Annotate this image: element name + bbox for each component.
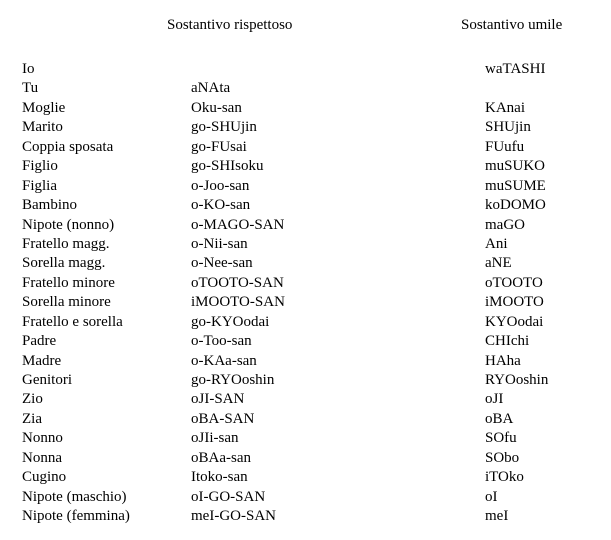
table-row bbox=[0, 468, 611, 487]
table-row bbox=[0, 177, 611, 196]
respectful-cell: oJI-SAN bbox=[191, 391, 245, 408]
table-row bbox=[0, 118, 611, 137]
humble-cell: waTASHI bbox=[485, 61, 546, 77]
term-cell: Io bbox=[22, 61, 35, 77]
term-cell: Nipote (maschio) bbox=[22, 488, 127, 505]
table-row bbox=[0, 371, 611, 390]
humble-cell: oJI bbox=[485, 391, 504, 408]
header-humble-noun: Sostantivo umile bbox=[461, 17, 563, 33]
term-cell: Zio bbox=[22, 391, 43, 408]
humble-cell: KAnai bbox=[485, 99, 525, 116]
respectful-cell: o-Too-san bbox=[191, 333, 252, 350]
table-row bbox=[0, 254, 611, 273]
term-cell: Coppia sposata bbox=[22, 138, 114, 155]
respectful-cell: oTOOTO-SAN bbox=[191, 274, 284, 291]
respectful-cell: o-Nee-san bbox=[191, 255, 253, 272]
table-row bbox=[0, 429, 611, 448]
term-cell: Bambino bbox=[22, 197, 77, 214]
respectful-cell: oBA-SAN bbox=[191, 410, 255, 427]
respectful-cell: oBAa-san bbox=[191, 449, 251, 466]
term-cell: Figlio bbox=[22, 158, 58, 175]
term-cell: Figlia bbox=[22, 177, 58, 194]
respectful-cell: o-KAa-san bbox=[191, 352, 257, 369]
table-row bbox=[0, 332, 611, 351]
respectful-cell: meI-GO-SAN bbox=[191, 508, 276, 525]
term-cell: Marito bbox=[22, 119, 63, 136]
humble-cell: iTOko bbox=[485, 469, 524, 486]
term-cell: Fratello e sorella bbox=[22, 313, 123, 330]
humble-cell: KYOodai bbox=[485, 313, 544, 330]
term-cell: Nipote (femmina) bbox=[22, 508, 130, 525]
respectful-cell: go-KYOodai bbox=[191, 313, 270, 330]
humble-cell: koDOMO bbox=[485, 197, 546, 214]
term-cell: Nipote (nonno) bbox=[22, 216, 115, 233]
term-cell: Madre bbox=[22, 352, 62, 369]
respectful-cell: oJIi-san bbox=[191, 430, 239, 447]
humble-cell: muSUKO bbox=[485, 158, 546, 175]
term-cell: Tu bbox=[22, 80, 39, 97]
term-cell: Genitori bbox=[22, 372, 72, 388]
respectful-cell: o-MAGO-SAN bbox=[191, 216, 285, 233]
respectful-cell: aNAta bbox=[191, 80, 231, 97]
humble-cell: maGO bbox=[485, 216, 525, 233]
humble-cell: CHIchi bbox=[485, 333, 530, 350]
respectful-cell: oI-GO-SAN bbox=[191, 488, 266, 505]
respectful-cell: Oku-san bbox=[191, 99, 242, 116]
humble-cell: meI bbox=[485, 508, 509, 525]
term-cell: Sorella minore bbox=[22, 294, 111, 311]
table-row bbox=[0, 157, 611, 176]
table-row bbox=[0, 410, 611, 429]
respectful-cell: go-FUsai bbox=[191, 138, 247, 155]
humble-cell: FUufu bbox=[485, 138, 525, 155]
humble-cell: oI bbox=[485, 488, 498, 505]
humble-cell: SOfu bbox=[485, 430, 517, 447]
term-cell: Nonno bbox=[22, 430, 63, 447]
term-cell: Nonna bbox=[22, 449, 62, 466]
table-row bbox=[0, 79, 611, 98]
term-cell: Cugino bbox=[22, 469, 67, 486]
table-row bbox=[0, 449, 611, 468]
table-row bbox=[0, 196, 611, 215]
humble-cell: HAha bbox=[485, 352, 521, 369]
term-cell: Moglie bbox=[22, 99, 66, 116]
term-cell: Padre bbox=[22, 333, 57, 350]
table-row bbox=[0, 216, 611, 235]
term-cell: Sorella magg. bbox=[22, 255, 106, 272]
term-cell: Zia bbox=[22, 410, 42, 427]
vocabulary-table bbox=[0, 60, 611, 527]
term-cell: Fratello minore bbox=[22, 274, 115, 291]
humble-cell: oBA bbox=[485, 410, 514, 427]
table-row bbox=[0, 99, 611, 118]
humble-cell: aNE bbox=[485, 255, 512, 272]
respectful-cell: iMOOTO-SAN bbox=[191, 294, 285, 311]
respectful-cell: o-Nii-san bbox=[191, 235, 248, 252]
table-row bbox=[0, 274, 611, 293]
table-row bbox=[0, 507, 611, 526]
humble-cell: muSUME bbox=[485, 177, 546, 194]
table-row bbox=[0, 235, 611, 254]
respectful-cell: go-SHIsoku bbox=[191, 158, 264, 175]
respectful-cell: o-KO-san bbox=[191, 197, 251, 214]
table-row bbox=[0, 390, 611, 409]
respectful-cell: o-Joo-san bbox=[191, 177, 250, 194]
table-row bbox=[0, 488, 611, 507]
table-row bbox=[0, 60, 611, 79]
table-row bbox=[0, 352, 611, 371]
humble-cell: SObo bbox=[485, 449, 520, 466]
respectful-cell: go-SHUjin bbox=[191, 119, 257, 136]
humble-cell: RYOoshin bbox=[485, 372, 549, 388]
term-cell: Fratello magg. bbox=[22, 235, 110, 252]
respectful-cell: go-RYOoshin bbox=[191, 372, 275, 388]
respectful-cell: Itoko-san bbox=[191, 469, 248, 486]
table-row bbox=[0, 138, 611, 157]
table-row bbox=[0, 313, 611, 332]
humble-cell: iMOOTO bbox=[485, 294, 544, 311]
humble-cell: SHUjin bbox=[485, 119, 531, 136]
humble-cell: Ani bbox=[485, 235, 508, 252]
table-row bbox=[0, 293, 611, 312]
humble-cell: oTOOTO bbox=[485, 274, 543, 291]
header-respectful-noun: Sostantivo rispettoso bbox=[167, 17, 293, 33]
